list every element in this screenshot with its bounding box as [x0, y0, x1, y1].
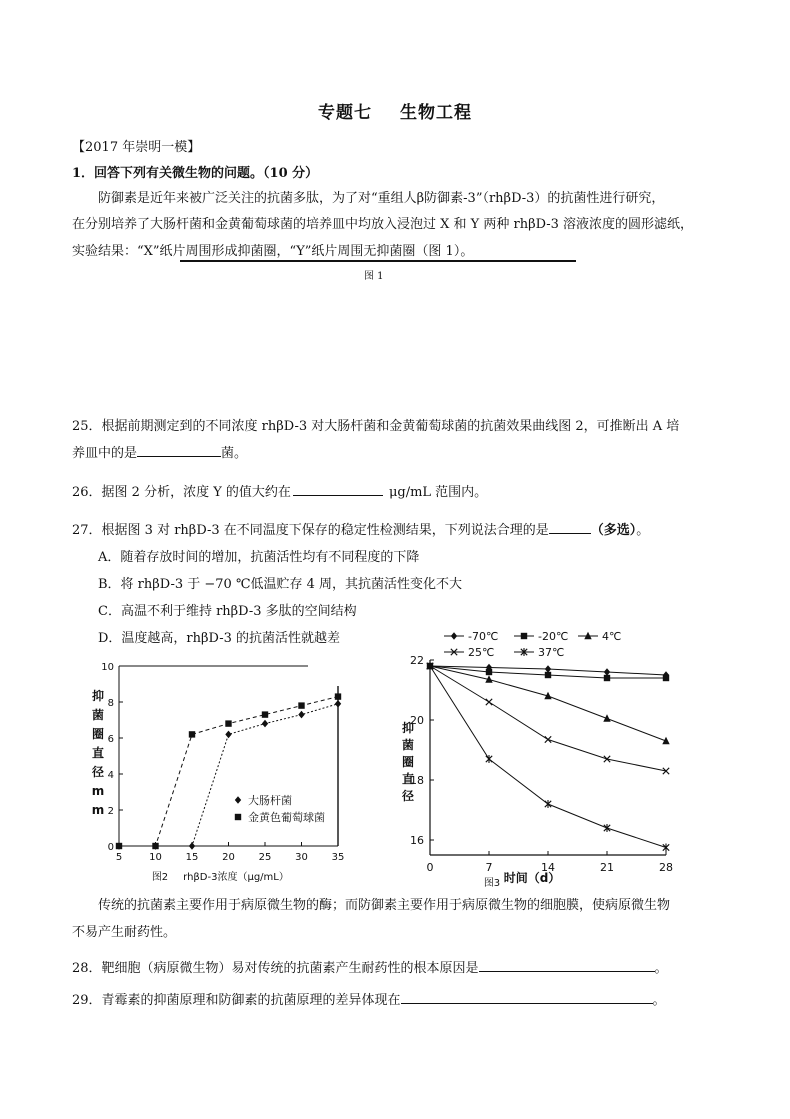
q27-answer-blank[interactable] — [549, 519, 591, 534]
fig3-ylabel-char: 抑 — [401, 721, 415, 735]
fig3-data-point — [486, 755, 492, 763]
fig3-data-point — [604, 824, 610, 832]
fig2-y-tick-label: 4 — [107, 770, 114, 781]
fig2-data-point — [152, 843, 158, 849]
fig2-caption: 图2 — [151, 872, 169, 883]
fig2-data-point — [335, 693, 341, 699]
fig2-xlabel: rhβD-3浓度（μg/mL） — [183, 872, 289, 883]
fig2-x-tick-label: 20 — [222, 852, 235, 863]
figure-1-label: 图 1 — [364, 271, 384, 282]
figure-3-chart — [392, 630, 682, 892]
fig3-legend-label: 37℃ — [538, 646, 565, 659]
fig3-data-point — [486, 699, 492, 705]
fig2-data-point — [225, 731, 231, 739]
q26-text-b: μg/mL 范围内。 — [388, 485, 488, 500]
fig3-data-point — [545, 665, 551, 673]
fig3-x-tick-label: 7 — [485, 861, 493, 874]
q29-text-a: 29．青霉素的抑菌原理和防御素的抗菌原理的差异体现在 — [72, 993, 401, 1008]
fig2-data-point — [189, 731, 195, 737]
fig2-data-point — [262, 711, 268, 717]
fig3-legend-marker — [451, 632, 457, 640]
fig2-ylabel-char: 圈 — [91, 727, 105, 741]
fig3-data-point — [545, 672, 551, 678]
fig2-legend-marker — [235, 796, 241, 804]
fig3-y-tick-label: 18 — [410, 774, 424, 787]
fig3-data-point — [604, 675, 610, 681]
fig3-caption: 图3 — [483, 878, 501, 889]
fig2-y-tick-label: 10 — [101, 662, 114, 673]
fig2-ylabel-char: 直 — [91, 746, 105, 760]
q27-text-c: 。 — [636, 523, 650, 538]
fig3-data-point — [545, 800, 551, 808]
fig2-y-tick-label: 6 — [107, 734, 114, 745]
q28-text-a: 28．靶细胞（病原微生物）易对传统的抗菌素产生耐药性的根本原因是 — [72, 961, 479, 976]
intro-line-1: 防御素是近年来被广泛关注的抗菌多肽，为了对“重组人β防御素-3”（rhβD-3）的抗菌性进行研究， — [98, 191, 665, 206]
fig2-x-tick-label: 5 — [115, 852, 123, 863]
q27-multi-select: （多选） — [590, 523, 637, 538]
fig2-x-tick-label: 25 — [258, 852, 272, 863]
fig3-data-point — [545, 736, 551, 742]
option-b: B．将 rhβD-3 于 −70 ℃低温贮存 4 周，其抗菌活性变化不大 — [98, 577, 463, 592]
intro-line-3: 实验结果：“X”纸片周围形成抑菌圈，“Y”纸片周围无抑菌圈（图 1）。 — [72, 244, 474, 259]
fig2-legend-label: 大肠杆菌 — [248, 794, 292, 807]
fig3-ylabel-char: 径 — [401, 789, 415, 803]
fig2-data-point — [225, 720, 231, 726]
fig2-x-tick-label: 35 — [331, 852, 345, 863]
fig3-data-point — [486, 669, 492, 675]
fig2-ylabel-char: 抑 — [91, 689, 105, 703]
fig2-x-tick-label: 15 — [185, 852, 199, 863]
note-line-1: 传统的抗菌素主要作用于病原微生物的酶；而防御素主要作用于病原微生物的细胞膜，使病原微生物 — [98, 898, 671, 913]
fig2-y-tick-label: 0 — [107, 842, 114, 853]
fig3-x-tick-label: 0 — [426, 861, 434, 874]
q25-text-a: 养皿中的是 — [72, 446, 138, 461]
fig3-legend-label: 4℃ — [602, 630, 622, 643]
q29-answer-blank[interactable] — [401, 989, 653, 1004]
fig3-y-tick-label: 20 — [410, 714, 424, 727]
fig3-ylabel-char: 圈 — [401, 755, 415, 769]
q25-answer-blank[interactable] — [137, 442, 221, 457]
fig2-data-point — [262, 720, 268, 728]
q29-text-b: 。 — [652, 993, 666, 1008]
fig3-y-tick-label: 22 — [410, 654, 424, 667]
q26-line — [72, 481, 487, 500]
option-c: C．高温不利于维持 rhβD-3 多肽的空间结构 — [98, 604, 357, 619]
page-title — [0, 98, 790, 123]
option-d: D．温度越高，rhβD-3 的抗菌活性就越差 — [98, 631, 340, 646]
q29-line — [72, 989, 666, 1008]
q27-text-a: 27．根据图 3 对 rhβD-3 在不同温度下保存的稳定性检测结果，下列说法合理的是 — [72, 523, 549, 538]
option-a: A．随着存放时间的增加，抗菌活性均有不同程度的下降 — [98, 550, 420, 565]
fig3-ylabel-char: 直 — [401, 772, 415, 786]
source-tag: 【2017 年崇明一模】 — [72, 140, 201, 155]
fig2-x-tick-label: 10 — [149, 852, 162, 863]
fig3-data-point — [663, 844, 669, 852]
fig3-x-tick-label: 21 — [600, 861, 614, 874]
fig3-legend-label: -70℃ — [468, 630, 499, 643]
question-title: 1．回答下列有关微生物的问题。（10 分） — [72, 166, 319, 181]
fig2-data-point — [116, 843, 122, 849]
fig3-xlabel: 时间（d） — [503, 871, 561, 885]
fig2-data-point — [335, 700, 341, 708]
intro-underline — [180, 257, 576, 262]
fig3-legend-label: -20℃ — [538, 630, 569, 643]
fig2-legend-marker — [235, 814, 241, 820]
figure-2-chart — [86, 654, 356, 890]
fig3-ylabel-char: 菌 — [401, 738, 415, 752]
q25-line-2 — [72, 442, 247, 461]
fig2-ylabel-char: m — [91, 784, 105, 798]
q25-text-b: 菌。 — [221, 446, 248, 461]
fig2-legend-label: 金黄色葡萄球菌 — [248, 811, 325, 824]
fig3-data-point — [663, 675, 669, 681]
fig3-legend-label: 25℃ — [468, 646, 495, 659]
fig3-x-tick-label: 14 — [541, 861, 555, 874]
q26-text-a: 26．据图 2 分析，浓度 Y 的值大约在 — [72, 485, 291, 500]
note-line-2: 不易产生耐药性。 — [72, 925, 177, 940]
fig2-ylabel-char: 菌 — [91, 708, 105, 722]
fig3-legend-marker — [521, 633, 527, 639]
q25-line-1: 25．根据前期测定到的不同浓度 rhβD-3 对大肠杆菌和金黄葡萄球菌的抗菌效果曲线图 2，可推断出 A 培 — [72, 419, 680, 434]
fig2-data-point — [298, 702, 304, 708]
fig3-data-point — [604, 668, 610, 676]
fig3-x-tick-label: 28 — [659, 861, 673, 874]
q26-answer-blank[interactable] — [293, 481, 383, 496]
fig2-ylabel-char: m — [91, 803, 105, 817]
fig2-ylabel-char: 径 — [91, 765, 105, 779]
q28-text-b: 。 — [654, 961, 668, 976]
q28-line — [72, 957, 668, 976]
fig2-data-point — [298, 711, 304, 719]
title-part1: 专题七 — [318, 103, 372, 123]
intro-line-2: 在分别培养了大肠杆菌和金黄葡萄球菌的培养皿中均放入浸泡过 X 和 Y 两种 rhβD-3 溶液浓度的圆形滤纸， — [72, 217, 694, 232]
title-part2: 生物工程 — [400, 103, 472, 123]
fig2-x-tick-label: 30 — [295, 852, 308, 863]
fig2-y-tick-label: 8 — [107, 698, 114, 709]
q28-answer-blank[interactable] — [479, 957, 655, 972]
fig3-y-tick-label: 16 — [410, 834, 424, 847]
fig3-series-line — [430, 666, 666, 771]
fig2-data-point — [189, 842, 195, 850]
q27-line — [72, 519, 649, 538]
fig2-y-tick-label: 2 — [107, 806, 114, 817]
